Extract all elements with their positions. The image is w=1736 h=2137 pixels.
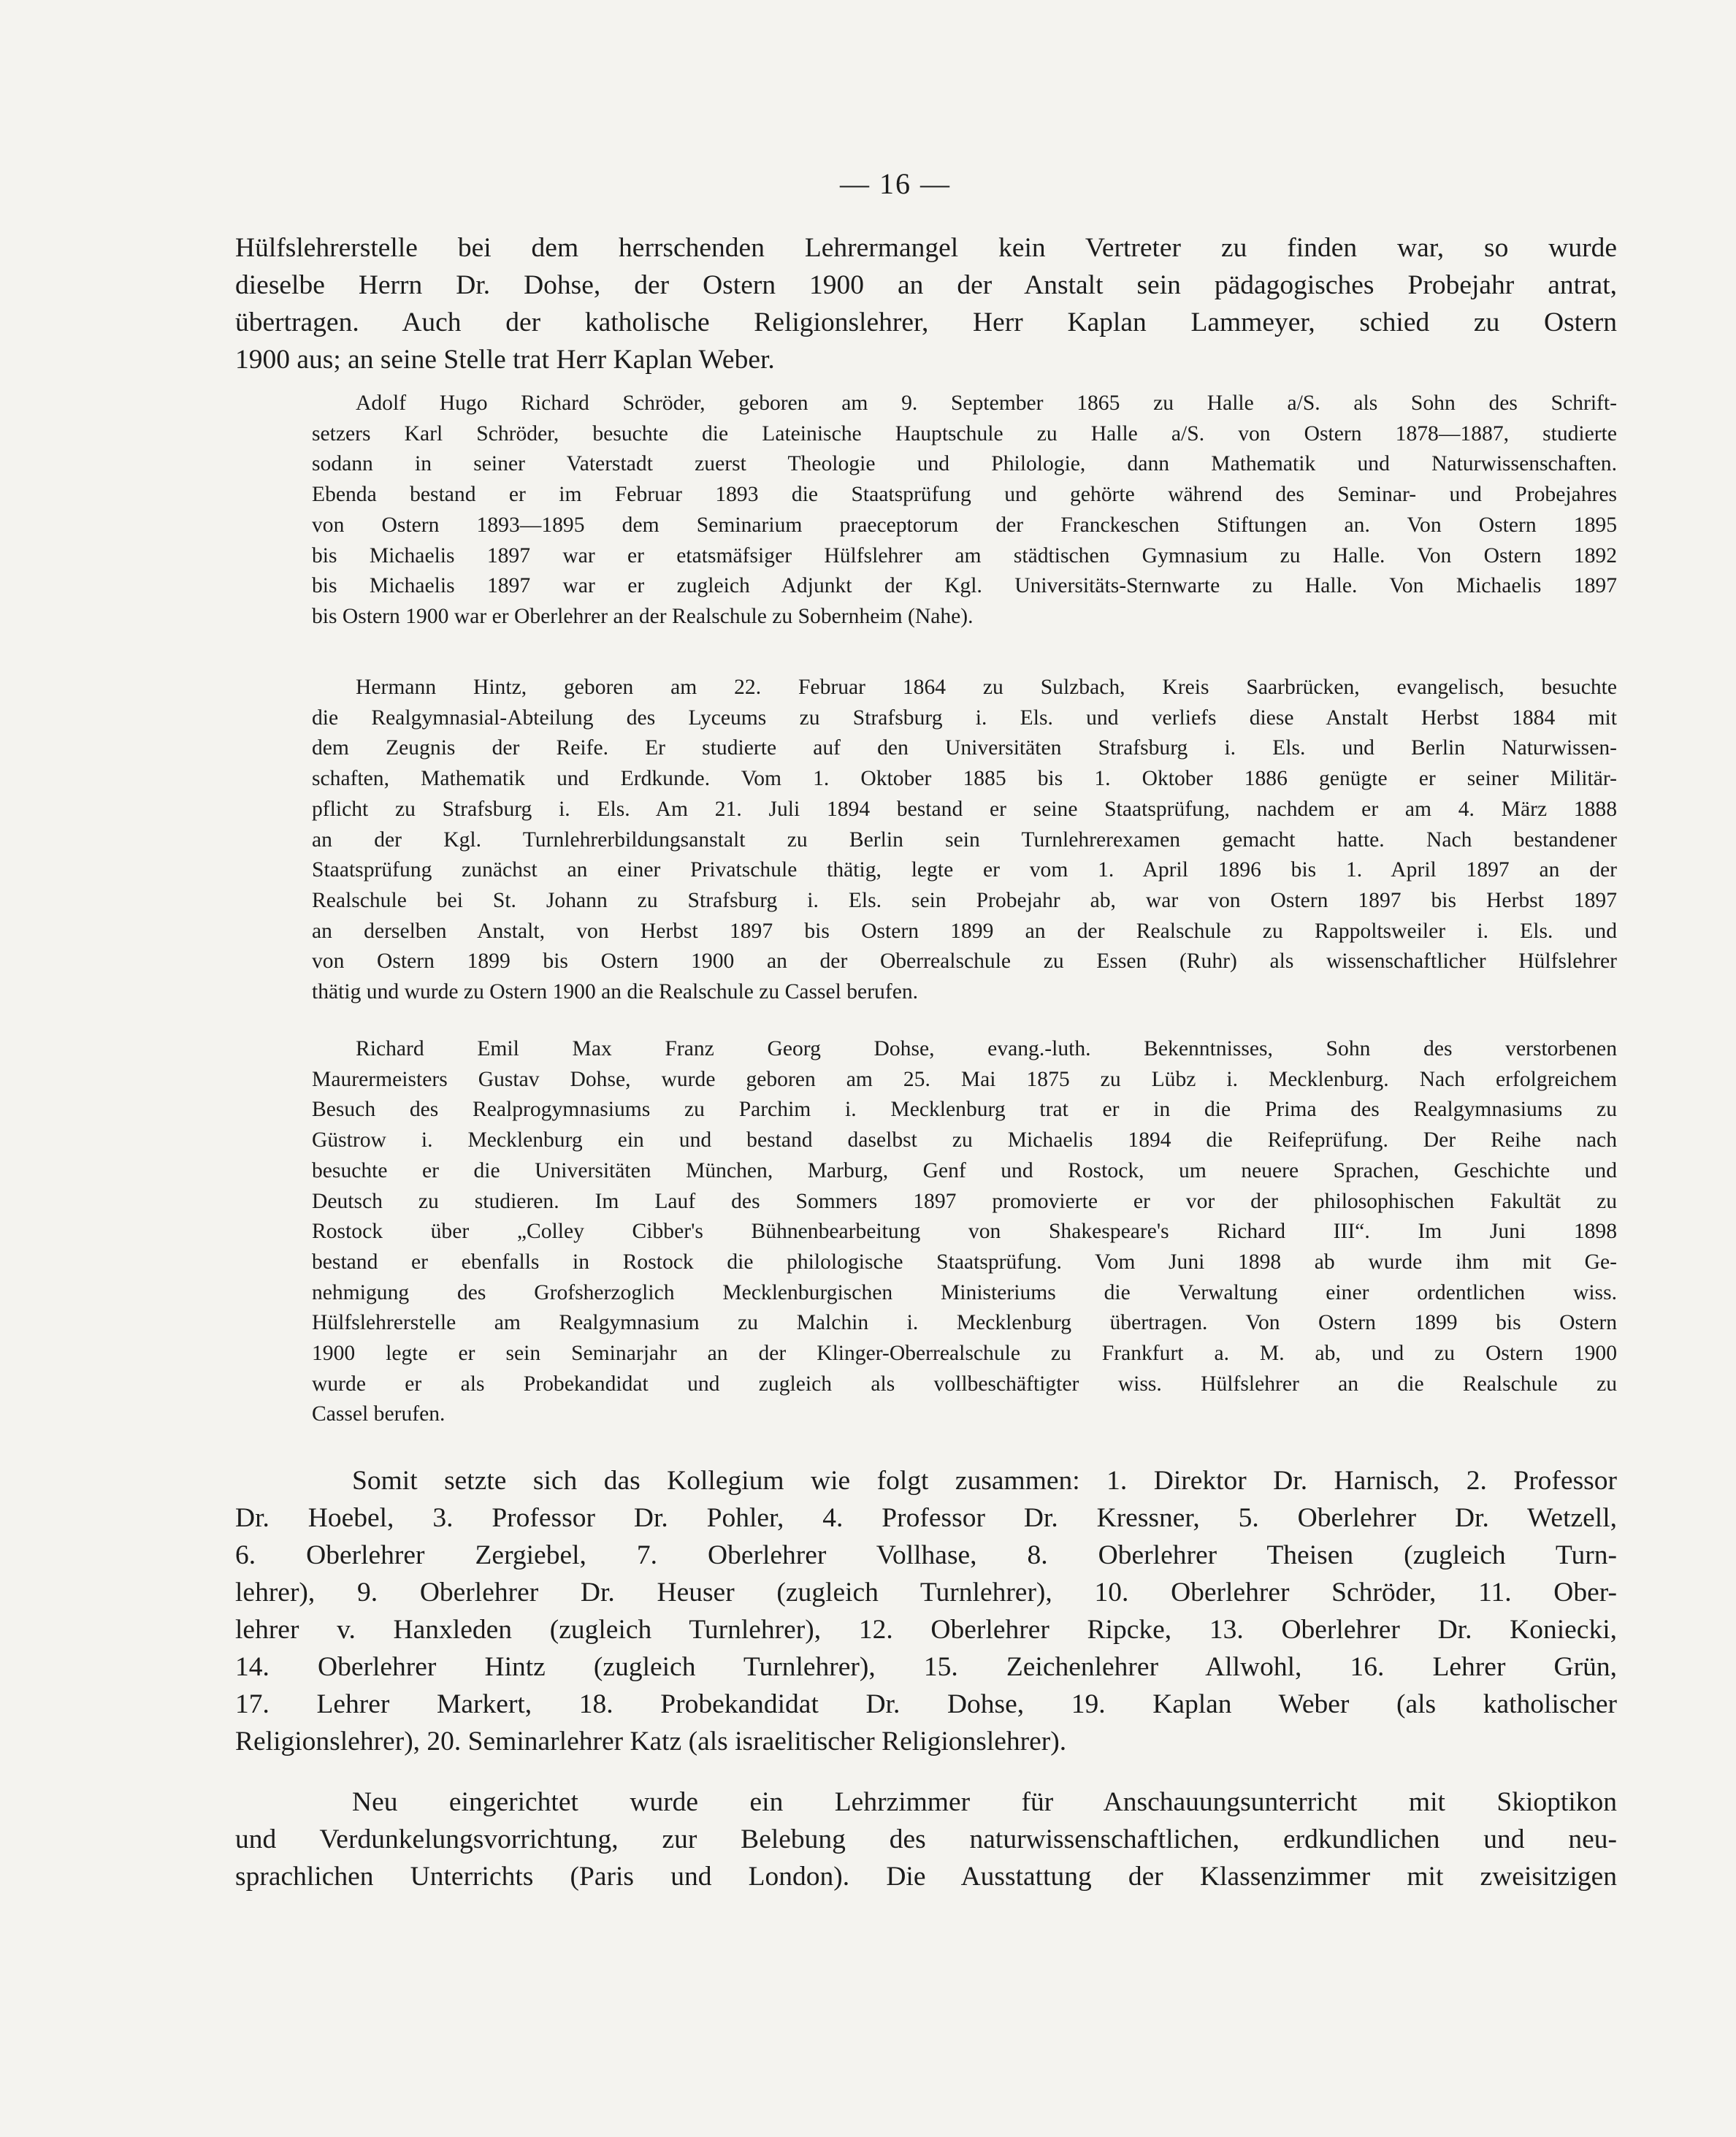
text-line: Dr. Hoebel, 3. Professor Dr. Pohler, 4. Professor Dr. Kressner, 5. Oberlehrer Dr. Wetzell, [235,1503,1617,1533]
text-line: schaften, Mathematik und Erdkunde. Vom 1. Oktober 1885 bis 1. Oktober 1886 genügte er seiner Militär- [312,767,1617,791]
text-line: Rostock über „Colley Cibber's Bühnenbearbeitung von Shakespeare's Richard III“. Im Juni 1898 [312,1220,1617,1244]
text-line: 6. Oberlehrer Zergiebel, 7. Oberlehrer Vollhase, 8. Oberlehrer Theisen (zugleich Turn- [235,1540,1617,1570]
text-line: Richard Emil Max Franz Georg Dohse, evang.-luth. Bekenntnisses, Sohn des verstorbenen [356,1037,1617,1060]
paragraph-schroeder [312,389,1617,632]
text-line: thätig und wurde zu Ostern 1900 an die Realschule zu Cassel berufen. [312,980,919,1004]
paragraph-dohse [312,1034,1617,1430]
text-line: Maurermeisters Gustav Dohse, wurde geboren am 25. Mai 1875 zu Lübz i. Mecklenburg. Nach erfolgreichem [312,1067,1617,1091]
paragraph-intro [235,229,1617,378]
text-line: sodann in seiner Vaterstadt zuerst Theologie und Philologie, dann Mathematik und Naturwissenschaften. [312,452,1617,476]
text-line: bis Ostern 1900 war er Oberlehrer an der Realschule zu Sobernheim (Nahe). [312,604,974,628]
text-line: Besuch des Realprogymnasiums zu Parchim i. Mecklenburg trat er in die Prima des Realgymnasiums zu [312,1098,1617,1122]
text-line: nehmigung des Grofsherzoglich Mecklenburgischen Ministeriums die Verwaltung einer ordentlichen wiss. [312,1280,1617,1304]
text-line: 1900 aus; an seine Stelle trat Herr Kaplan Weber. [235,345,775,375]
text-line: sprachlichen Unterrichts (Paris und London). Die Ausstattung der Klassenzimmer mit zweisitzigen [235,1862,1617,1892]
text-line: Güstrow i. Mecklenburg ein und bestand daselbst zu Michaelis 1894 die Reifeprüfung. Der Reihe nach [312,1128,1617,1152]
text-line: Ebenda bestand er im Februar 1893 die Staatsprüfung und gehörte während des Seminar- und Probejahres [312,483,1617,507]
text-line: von Ostern 1899 bis Ostern 1900 an der Oberrealschule zu Essen (Ruhr) als wissenschaftlicher Hülfslehrer [312,949,1617,974]
text-line: übertragen. Auch der katholische Religionslehrer, Herr Kaplan Lammeyer, schied zu Ostern [235,307,1617,337]
text-line: Hülfslehrerstelle am Realgymnasium zu Malchin i. Mecklenburg übertragen. Von Ostern 1899 bis Ostern [312,1311,1617,1335]
text-line: bis Michaelis 1897 war er zugleich Adjunkt der Kgl. Universitäts-Sternwarte zu Halle. Von Michaelis 1897 [312,574,1617,598]
text-line: an der Kgl. Turnlehrerbildungsanstalt zu Berlin sein Turnlehrerexamen gemacht hatte. Nach bestandener [312,827,1617,852]
text-line: bis Michaelis 1897 war er etatsmäfsiger Hülfslehrer am städtischen Gymnasium zu Halle. Von Ostern 1892 [312,543,1617,567]
text-line: 14. Oberlehrer Hintz (zugleich Turnlehrer), 15. Zeichenlehrer Allwohl, 16. Lehrer Grün, [235,1652,1617,1682]
text-line: Cassel berufen. [312,1402,446,1426]
page-number: — 16 — [840,167,951,200]
text-line: pflicht zu Strafsburg i. Els. Am 21. Juli 1894 bestand er seine Staatsprüfung, nachdem er am 4. März 1888 [312,797,1617,821]
text-line: an derselben Anstalt, von Herbst 1897 bis Ostern 1899 an der Realschule zu Rappoltsweiler i. Els. und [312,919,1617,943]
text-line: 17. Lehrer Markert, 18. Probekandidat Dr. Dohse, 19. Kaplan Weber (als katholischer [235,1689,1617,1719]
paragraph-kollegium [235,1462,1617,1760]
text-line: Staatsprüfung zunächst an einer Privatschule thätig, legte er vom 1. April 1896 bis 1. April 1897 an der [312,858,1617,882]
text-line: Neu eingerichtet wurde ein Lehrzimmer für Anschauungsunterricht mit Skioptikon [352,1787,1617,1817]
text-line: wurde er als Probekandidat und zugleich als vollbeschäftigter wiss. Hülfslehrer an die Realschule zu [312,1372,1617,1396]
text-line: setzers Karl Schröder, besuchte die Lateinische Hauptschule zu Halle a/S. von Ostern 1878—1887, studierte [312,421,1617,446]
text-line: Hülfslehrerstelle bei dem herrschenden Lehrermangel kein Vertreter zu finden war, so wurde [235,233,1617,263]
text-line: Realschule bei St. Johann zu Strafsburg i. Els. sein Probejahr ab, war von Ostern 1897 bis Herbst 1897 [312,888,1617,912]
text-line: die Realgymnasial-Abteilung des Lyceums zu Strafsburg i. Els. und verliefs diese Anstalt Herbst 1884 mit [312,706,1617,730]
text-line: dem Zeugnis der Reife. Er studierte auf den Universitäten Strafsburg i. Els. und Berlin Naturwissen- [312,736,1617,760]
text-line: Somit setzte sich das Kollegium wie folgt zusammen: 1. Direktor Dr. Harnisch, 2. Professor [352,1466,1617,1496]
text-line: und Verdunkelungsvorrichtung, zur Belebung des naturwissenschaftlichen, erdkundlichen und neu- [235,1824,1617,1854]
text-line: 1900 legte er sein Seminarjahr an der Klinger-Oberrealschule zu Frankfurt a. M. ab, und zu Ostern 1900 [312,1342,1617,1366]
text-line: besuchte er die Universitäten München, Marburg, Genf und Rostock, um neuere Sprachen, Geschichte und [312,1158,1617,1182]
text-line: lehrer), 9. Oberlehrer Dr. Heuser (zugleich Turnlehrer), 10. Oberlehrer Schröder, 11. Ober- [235,1578,1617,1607]
text-line: bestand er ebenfalls in Rostock die philologische Staatsprüfung. Vom Juni 1898 ab wurde ihm mit Ge- [312,1250,1617,1274]
text-line: Hermann Hintz, geboren am 22. Februar 1864 zu Sulzbach, Kreis Saarbrücken, evangelisch, besuchte [356,676,1617,699]
text-line: Adolf Hugo Richard Schröder, geboren am 9. September 1865 zu Halle a/S. als Sohn des Schrift- [356,391,1617,415]
text-line: dieselbe Herrn Dr. Dohse, der Ostern 1900 an der Anstalt sein pädagogisches Probejahr antrat, [235,270,1617,300]
text-line: von Ostern 1893—1895 dem Seminarium praeceptorum der Franckeschen Stiftungen an. Von Ostern 1895 [312,513,1617,537]
paragraph-hintz [312,673,1617,1008]
paragraph-lehrzimmer [235,1784,1617,1895]
text-line: Religionslehrer), 20. Seminarlehrer Katz (als israelitischer Religionslehrer). [235,1727,1067,1756]
text-line: lehrer v. Hanxleden (zugleich Turnlehrer), 12. Oberlehrer Ripcke, 13. Oberlehrer Dr. Koniecki, [235,1615,1617,1645]
text-line: Deutsch zu studieren. Im Lauf des Sommers 1897 promovierte er vor der philosophischen Fakultät zu [312,1189,1617,1213]
